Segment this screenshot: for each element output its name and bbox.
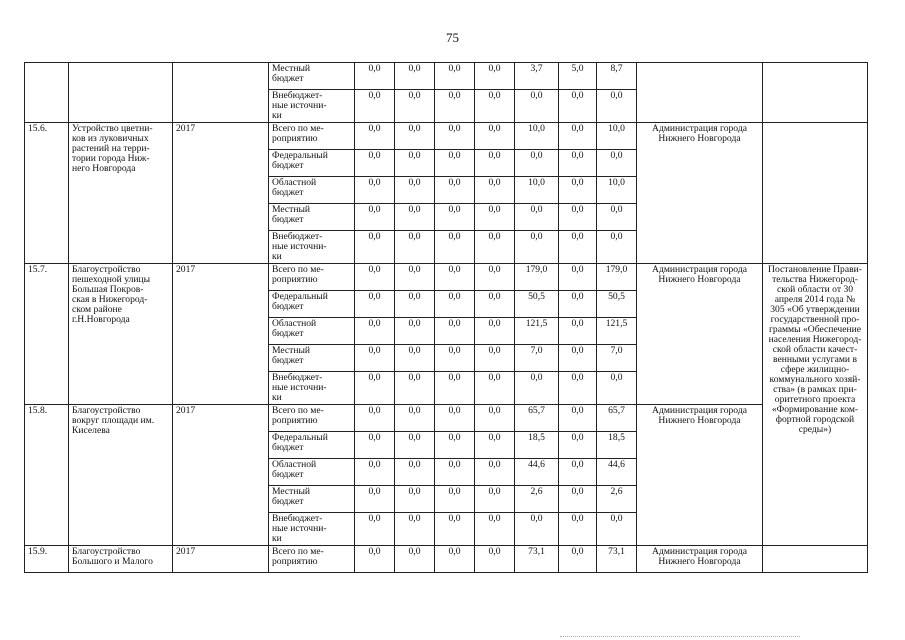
amount-cell: 18,5 — [597, 432, 637, 459]
source-cell: Федеральный бюджет — [269, 150, 355, 177]
amount-cell: 0,0 — [395, 318, 435, 345]
amount-cell: 0,0 — [475, 345, 515, 372]
amount-cell: 0,0 — [475, 486, 515, 513]
source-cell: Всего по ме- роприятию — [269, 405, 355, 432]
amount-cell: 44,6 — [597, 459, 637, 486]
amount-cell: 0,0 — [395, 177, 435, 204]
amount-cell: 0,0 — [355, 486, 395, 513]
amount-cell: 0,0 — [435, 177, 475, 204]
amount-cell: 10,0 — [597, 177, 637, 204]
amount-cell: 179,0 — [515, 264, 559, 291]
amount-cell: 0,0 — [395, 123, 435, 150]
amount-cell: 8,7 — [597, 63, 637, 90]
source-cell: Федеральный бюджет — [269, 432, 355, 459]
amount-cell: 0,0 — [597, 204, 637, 231]
amount-cell: 0,0 — [559, 513, 597, 546]
budget-table — [24, 62, 868, 573]
num-cell — [25, 63, 69, 123]
amount-cell: 50,5 — [597, 291, 637, 318]
amount-cell: 0,0 — [597, 231, 637, 264]
item-number: 15.6. — [25, 123, 69, 264]
amount-cell: 0,0 — [395, 204, 435, 231]
source-cell: Всего по ме- роприятию — [269, 264, 355, 291]
source-cell: Внебюджет- ные источни- ки — [269, 513, 355, 546]
amount-cell: 0,0 — [395, 231, 435, 264]
amount-cell: 0,0 — [559, 291, 597, 318]
amount-cell: 0,0 — [355, 177, 395, 204]
amount-cell: 0,0 — [395, 405, 435, 432]
amount-cell: 0,0 — [515, 372, 559, 405]
source-cell: Местный бюджет — [269, 345, 355, 372]
item-number: 15.9. — [25, 546, 69, 573]
name-cell — [69, 63, 173, 123]
amount-cell: 0,0 — [475, 63, 515, 90]
table-row — [25, 63, 868, 90]
table-row — [25, 405, 868, 432]
amount-cell: 7,0 — [597, 345, 637, 372]
amount-cell: 0,0 — [355, 318, 395, 345]
source-cell: Внебюджет- ные источни- ки — [269, 372, 355, 405]
amount-cell: 0,0 — [559, 204, 597, 231]
amount-cell: 0,0 — [475, 432, 515, 459]
amount-cell: 0,0 — [355, 264, 395, 291]
amount-cell: 0,0 — [355, 432, 395, 459]
amount-cell: 73,1 — [515, 546, 559, 573]
source-cell: Всего по ме- роприятию — [269, 123, 355, 150]
amount-cell: 0,0 — [395, 432, 435, 459]
scan-edge-line — [560, 636, 800, 638]
amount-cell: 0,0 — [435, 345, 475, 372]
amount-cell: 50,5 — [515, 291, 559, 318]
amount-cell: 0,0 — [475, 459, 515, 486]
amount-cell: 7,0 — [515, 345, 559, 372]
amount-cell: 0,0 — [559, 123, 597, 150]
amount-cell: 0,0 — [395, 345, 435, 372]
source-cell: Внебюджет- ные источни- ки — [269, 231, 355, 264]
amount-cell: 0,0 — [435, 231, 475, 264]
source-cell: Всего по ме- роприятию — [269, 546, 355, 573]
source-cell: Областной бюджет — [269, 177, 355, 204]
amount-cell: 18,5 — [515, 432, 559, 459]
amount-cell: 0,0 — [559, 459, 597, 486]
amount-cell: 0,0 — [355, 291, 395, 318]
item-name: Благоустройство Большого и Малого — [69, 546, 173, 573]
amount-cell: 0,0 — [515, 231, 559, 264]
amount-cell: 0,0 — [559, 486, 597, 513]
amount-cell: 0,0 — [559, 318, 597, 345]
amount-cell: 0,0 — [435, 150, 475, 177]
year-cell — [173, 63, 269, 123]
amount-cell: 0,0 — [435, 432, 475, 459]
amount-cell: 0,0 — [435, 459, 475, 486]
amount-cell: 0,0 — [515, 204, 559, 231]
amount-cell: 0,0 — [559, 546, 597, 573]
amount-cell: 0,0 — [475, 90, 515, 123]
amount-cell: 10,0 — [515, 123, 559, 150]
amount-cell: 2,6 — [515, 486, 559, 513]
amount-cell: 0,0 — [355, 150, 395, 177]
item-year: 2017 — [173, 546, 269, 573]
item-year: 2017 — [173, 123, 269, 264]
source-cell: Федеральный бюджет — [269, 291, 355, 318]
amount-cell: 65,7 — [515, 405, 559, 432]
amount-cell: 0,0 — [475, 546, 515, 573]
amount-cell: 0,0 — [355, 546, 395, 573]
amount-cell: 179,0 — [597, 264, 637, 291]
amount-cell: 0,0 — [475, 291, 515, 318]
amount-cell: 0,0 — [435, 318, 475, 345]
source-cell: Областной бюджет — [269, 318, 355, 345]
basis-cell — [763, 546, 868, 573]
amount-cell: 0,0 — [597, 513, 637, 546]
item-name: Благоустройство пешеходной улицы Большая Покров- ская в Нижегород- ском районе г.Н.Новгорода — [69, 264, 173, 405]
executor-cell: Администрация города Нижнего Новгорода — [637, 264, 763, 405]
amount-cell: 0,0 — [395, 150, 435, 177]
amount-cell: 0,0 — [395, 63, 435, 90]
amount-cell: 0,0 — [515, 90, 559, 123]
amount-cell: 0,0 — [395, 546, 435, 573]
amount-cell: 0,0 — [435, 513, 475, 546]
amount-cell: 0,0 — [435, 372, 475, 405]
amount-cell: 0,0 — [475, 264, 515, 291]
amount-cell: 121,5 — [515, 318, 559, 345]
source-cell: Внебюджет- ные источни- ки — [269, 90, 355, 123]
amount-cell: 3,7 — [515, 63, 559, 90]
amount-cell: 2,6 — [597, 486, 637, 513]
amount-cell: 0,0 — [475, 372, 515, 405]
amount-cell: 0,0 — [355, 204, 395, 231]
amount-cell: 0,0 — [559, 264, 597, 291]
source-cell: Местный бюджет — [269, 204, 355, 231]
amount-cell: 0,0 — [559, 90, 597, 123]
amount-cell: 0,0 — [395, 291, 435, 318]
amount-cell: 0,0 — [559, 372, 597, 405]
amount-cell: 0,0 — [475, 150, 515, 177]
basis-text: Постановление Прави- тельства Нижегород- ской области от 30 апреля 2014 года № 305 «Об утверждении государственной про- граммы «Обеспечение населения Нижегород- ской области качест- венными услугами в сфере жилищно- коммунального хозяй- ства» (в рамках при- оритетного проекта «Формирование ком- фортной городской среды») — [763, 264, 868, 546]
executor-cell: Администрация города Нижнего Новгорода — [637, 123, 763, 264]
amount-cell: 0,0 — [435, 291, 475, 318]
amount-cell: 0,0 — [435, 204, 475, 231]
amount-cell: 0,0 — [395, 513, 435, 546]
amount-cell: 0,0 — [475, 318, 515, 345]
item-number: 15.8. — [25, 405, 69, 546]
executor-cell — [637, 63, 763, 123]
item-year: 2017 — [173, 264, 269, 405]
table-row — [25, 546, 868, 573]
amount-cell: 0,0 — [559, 231, 597, 264]
amount-cell: 0,0 — [559, 345, 597, 372]
amount-cell: 0,0 — [475, 123, 515, 150]
amount-cell: 10,0 — [515, 177, 559, 204]
amount-cell: 0,0 — [355, 123, 395, 150]
amount-cell: 0,0 — [559, 177, 597, 204]
source-cell: Местный бюджет — [269, 63, 355, 90]
amount-cell: 0,0 — [395, 486, 435, 513]
amount-cell: 65,7 — [597, 405, 637, 432]
amount-cell: 0,0 — [435, 546, 475, 573]
amount-cell: 73,1 — [597, 546, 637, 573]
amount-cell: 0,0 — [395, 264, 435, 291]
amount-cell: 0,0 — [395, 90, 435, 123]
amount-cell: 0,0 — [435, 405, 475, 432]
amount-cell: 0,0 — [515, 513, 559, 546]
executor-cell: Администрация города Нижнего Новгорода — [637, 546, 763, 573]
source-cell: Местный бюджет — [269, 486, 355, 513]
amount-cell: 0,0 — [435, 486, 475, 513]
executor-cell: Администрация города Нижнего Новгорода — [637, 405, 763, 546]
amount-cell: 0,0 — [559, 432, 597, 459]
amount-cell: 5,0 — [559, 63, 597, 90]
amount-cell: 0,0 — [475, 405, 515, 432]
amount-cell: 0,0 — [515, 150, 559, 177]
amount-cell: 44,6 — [515, 459, 559, 486]
amount-cell: 0,0 — [435, 90, 475, 123]
amount-cell: 0,0 — [355, 459, 395, 486]
amount-cell: 0,0 — [355, 372, 395, 405]
basis-cell — [763, 63, 868, 123]
amount-cell: 0,0 — [435, 123, 475, 150]
amount-cell: 0,0 — [355, 405, 395, 432]
page-number: 75 — [446, 30, 459, 45]
amount-cell: 0,0 — [597, 150, 637, 177]
amount-cell: 0,0 — [475, 177, 515, 204]
amount-cell: 0,0 — [355, 513, 395, 546]
amount-cell: 0,0 — [475, 513, 515, 546]
amount-cell: 0,0 — [475, 204, 515, 231]
amount-cell: 0,0 — [559, 405, 597, 432]
basis-cell — [763, 123, 868, 264]
amount-cell: 0,0 — [355, 63, 395, 90]
amount-cell: 121,5 — [597, 318, 637, 345]
item-name: Благоустройство вокруг площади им. Киселева — [69, 405, 173, 546]
amount-cell: 0,0 — [435, 63, 475, 90]
amount-cell: 0,0 — [355, 231, 395, 264]
amount-cell: 10,0 — [597, 123, 637, 150]
table-row — [25, 264, 868, 291]
amount-cell: 0,0 — [597, 372, 637, 405]
amount-cell: 0,0 — [475, 231, 515, 264]
amount-cell: 0,0 — [395, 459, 435, 486]
amount-cell: 0,0 — [597, 90, 637, 123]
table-row — [25, 123, 868, 150]
amount-cell: 0,0 — [355, 90, 395, 123]
amount-cell: 0,0 — [435, 264, 475, 291]
amount-cell: 0,0 — [355, 345, 395, 372]
item-year: 2017 — [173, 405, 269, 546]
amount-cell: 0,0 — [559, 150, 597, 177]
item-name: Устройство цветни- ков из луковичных растений на терри- тории города Ниж- него Новгорода — [69, 123, 173, 264]
item-number: 15.7. — [25, 264, 69, 405]
amount-cell: 0,0 — [395, 372, 435, 405]
source-cell: Областной бюджет — [269, 459, 355, 486]
